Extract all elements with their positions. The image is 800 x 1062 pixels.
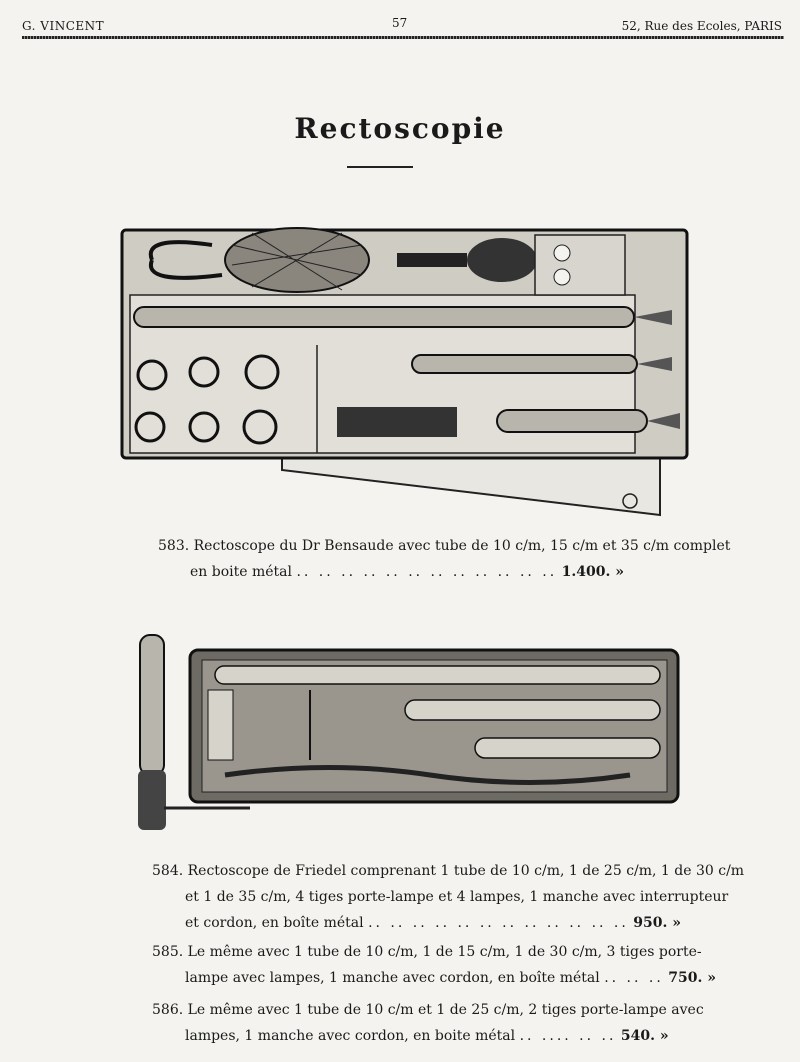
leader-dots: .. .. .. .. .. .. .. .. .. .. .. .. bbox=[296, 564, 558, 580]
leader-dots: .. .... .. .. bbox=[519, 1028, 617, 1044]
entry-price: 540. » bbox=[620, 1028, 669, 1044]
entry-description: Le même avec 1 tube de 10 c/m, 1 de 15 c/m, 1 de 30 c/m, 3 tiges porte- bbox=[187, 944, 702, 960]
title-underline bbox=[347, 166, 413, 168]
catalog-entry-583 bbox=[158, 533, 730, 585]
entry-number: 583. bbox=[158, 538, 190, 554]
entry-line bbox=[152, 965, 716, 991]
entry-description: lampe avec lampes, 1 manche avec cordon, en boîte métal bbox=[185, 970, 600, 986]
entry-line bbox=[152, 884, 744, 910]
publisher-name: G. VINCENT bbox=[22, 19, 105, 33]
publisher-address: 52, Rue des Ecoles, PARIS bbox=[621, 19, 782, 33]
header-rule bbox=[22, 36, 784, 39]
illustration-bensaude-rectoscope-case bbox=[112, 215, 692, 525]
entry-number: 586. bbox=[152, 1002, 184, 1018]
entry-description: et 1 de 35 c/m, 4 tiges porte-lampe et 4 lampes, 1 manche avec interrupteur bbox=[185, 889, 729, 905]
entry-number: 584. bbox=[152, 863, 184, 879]
entry-line bbox=[152, 910, 744, 936]
entry-line bbox=[152, 1023, 704, 1049]
entry-description: Rectoscope du Dr Bensaude avec tube de 10 c/m, 15 c/m et 35 c/m complet bbox=[193, 538, 731, 554]
leader-dots: .. .. .. bbox=[604, 970, 664, 986]
catalog-entry-585 bbox=[152, 939, 716, 991]
entry-line bbox=[158, 559, 730, 585]
entry-description: Rectoscope de Friedel comprenant 1 tube de 10 c/m, 1 de 25 c/m, 1 de 30 c/m bbox=[187, 863, 745, 879]
entry-line bbox=[152, 939, 716, 965]
entry-description: et cordon, en boîte métal bbox=[185, 915, 364, 931]
entry-price: 1.400. » bbox=[561, 564, 625, 580]
illustration-friedel-rectoscope-case bbox=[130, 630, 685, 845]
entry-line bbox=[152, 858, 744, 884]
catalog-entry-586 bbox=[152, 997, 704, 1049]
entry-price: 950. » bbox=[633, 915, 682, 931]
entry-number: 585. bbox=[152, 944, 184, 960]
entry-description: en boite métal bbox=[190, 564, 292, 580]
entry-description: lampes, 1 manche avec cordon, en boite métal bbox=[185, 1028, 516, 1044]
entry-description: Le même avec 1 tube de 10 c/m et 1 de 25 c/m, 2 tiges porte-lampe avec bbox=[187, 1002, 704, 1018]
page-title: Rectoscopie bbox=[294, 112, 506, 145]
entry-line bbox=[158, 533, 730, 559]
leader-dots: .. .. .. .. .. .. .. .. .. .. .. .. bbox=[368, 915, 629, 931]
entry-line bbox=[152, 997, 704, 1023]
page-header bbox=[0, 0, 800, 44]
page-number: 57 bbox=[392, 16, 408, 30]
entry-price: 750. » bbox=[668, 970, 716, 986]
catalog-entry-584 bbox=[152, 858, 744, 936]
